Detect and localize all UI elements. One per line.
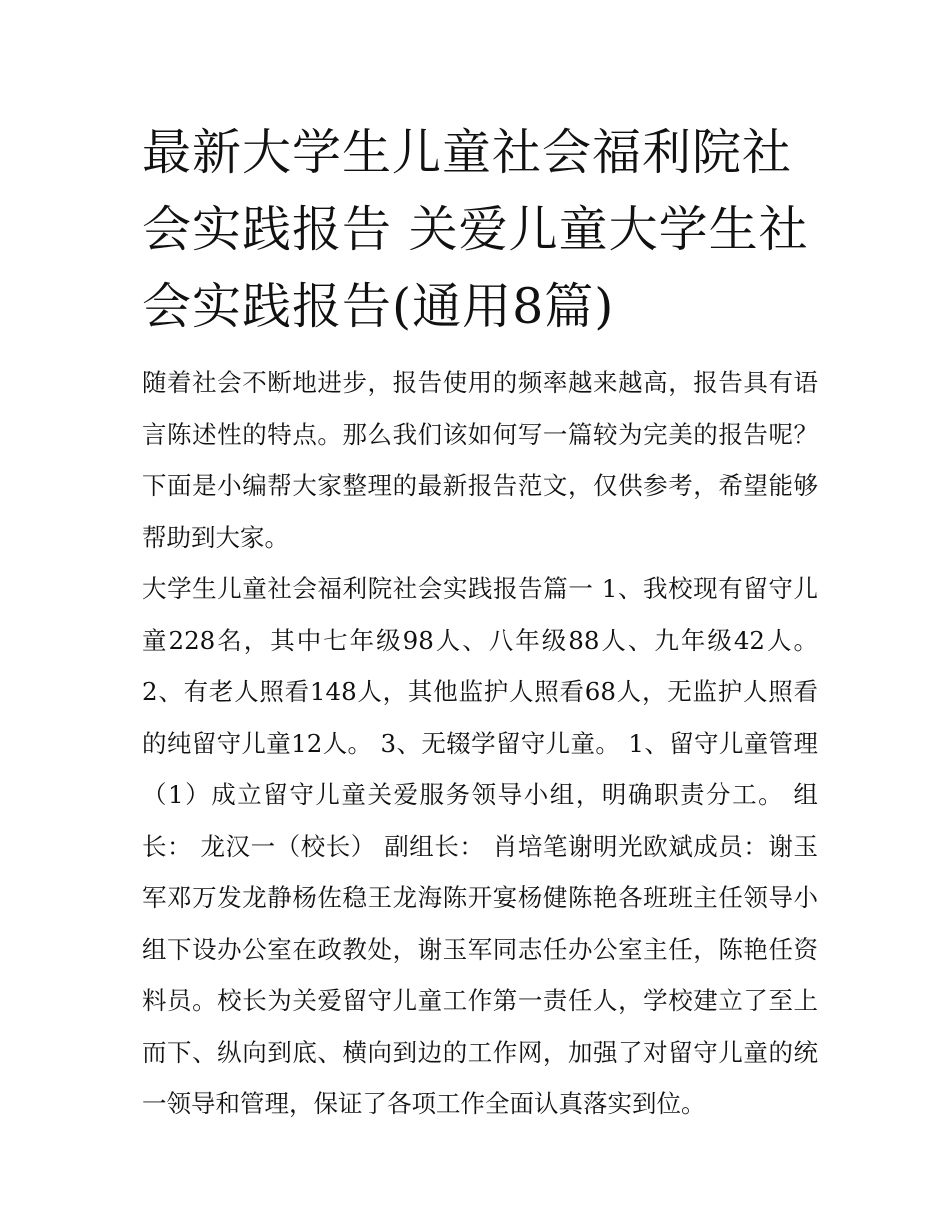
document-title: 最新大学生儿童社会福利院社会实践报告 关爱儿童大学生社会实践报告(通用8篇) [142,124,809,335]
intro-paragraph: 随着社会不断地进步，报告使用的频率越来越高，报告具有语言陈述性的特点。那么我们该如何写一篇较为完美的报告呢？下面是小编帮大家整理的最新报告范文，仅供参考，希望能够帮助到大家。 [142,368,818,552]
document-content [142,114,818,1130]
report-paragraph: 大学生儿童社会福利院社会实践报告篇一 1、我校现有留守儿童228名，其中七年级98人、八年级88人、九年级42人。 2、有老人照看148人，其他监护人照看68人，无监护人照看的纯留守儿童12人。 3、无辍学留守儿童。 1、留守儿童管理 （1）成立留守儿童关爱服务领导小组，明确职责分工。 组长： 龙汉一（校长） 副组长： 肖培笔谢明光欧斌成员：谢玉军邓万发龙静杨佐稳王龙海陈开宴杨健陈艳各班班主任领导小组下设办公室在政教处，谢玉军同志任办公室主任，陈艳任资料员。校长为关爱留守儿童工作第一责任人，学校建立了至上而下、纵向到底、横向到边的工作网，加强了对留守儿童的统一领导和管理，保证了各项工作全面认真落实到位。 [142,574,818,1118]
